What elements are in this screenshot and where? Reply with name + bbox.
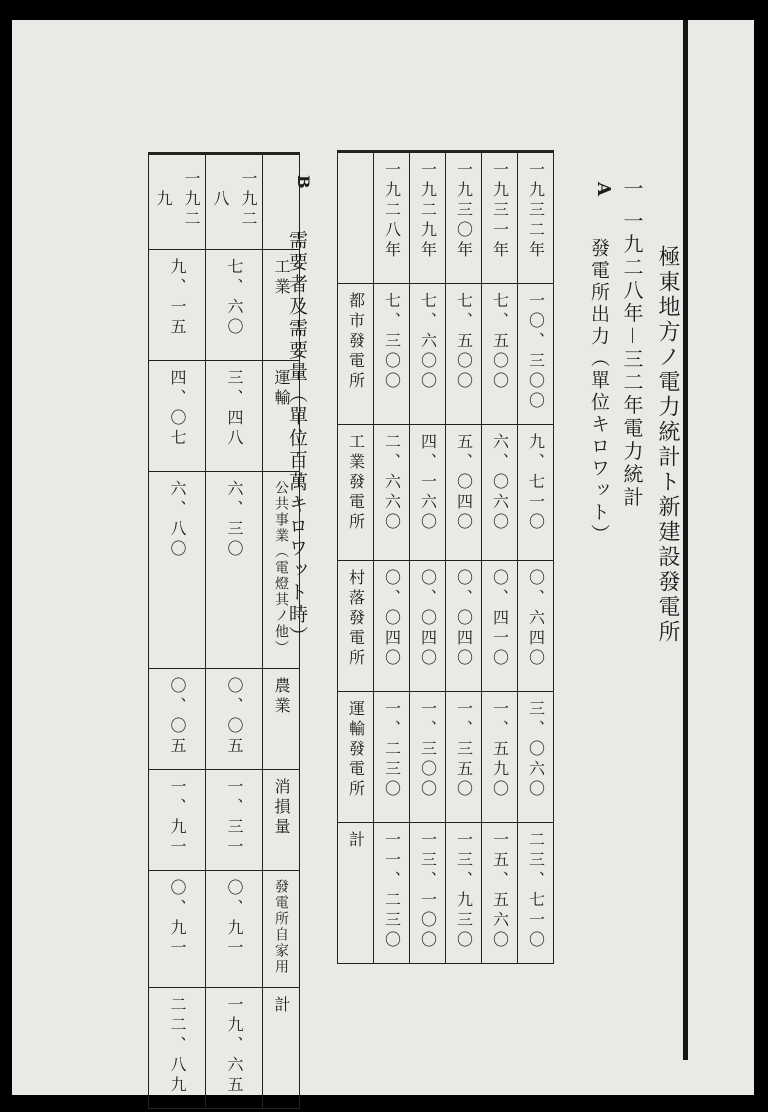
table-cell: 一、三一 <box>206 770 263 871</box>
header-corner <box>338 152 374 284</box>
table-row <box>338 692 554 823</box>
column-header: 農業 <box>263 669 300 770</box>
section-b-mark: B <box>294 175 313 189</box>
table-cell: 一、九一 <box>149 770 206 871</box>
column-header: 發電所自家用 <box>263 871 300 988</box>
column-header: 消損量 <box>263 770 300 871</box>
table-cell: 一〇、三〇〇 <box>518 284 554 425</box>
table-cell: 六、三〇 <box>206 472 263 669</box>
table-cell: 一、二三〇 <box>374 692 410 823</box>
table-cell: 四、〇七 <box>149 361 206 472</box>
year-cell: 一九三二年 <box>518 152 554 284</box>
year-cell: 一九二九 <box>149 154 206 250</box>
consumption-table <box>148 152 300 1109</box>
column-header: 工業發電所 <box>338 425 374 561</box>
column-header: 運輸 <box>263 361 300 472</box>
table-row <box>149 871 300 988</box>
section-heading: 一 一九二八年－三二年電力統計 <box>620 178 644 510</box>
column-header: 都市發電所 <box>338 284 374 425</box>
table-cell: 四、一六〇 <box>410 425 446 561</box>
table-cell: 九、一五 <box>149 250 206 361</box>
power-output-table <box>337 150 554 964</box>
column-header: 村落發電所 <box>338 561 374 692</box>
table-row <box>149 988 300 1109</box>
section-a-title: 發電所出力（單位キロワット） <box>588 238 610 546</box>
column-header: 計 <box>263 988 300 1109</box>
table-cell: 二、六六〇 <box>374 425 410 561</box>
page-fold-shadow <box>683 20 688 1060</box>
table-cell: 一、三五〇 <box>446 692 482 823</box>
table-header-row <box>149 154 300 250</box>
table-cell: 一三、九三〇 <box>446 823 482 964</box>
year-cell: 一九三一年 <box>482 152 518 284</box>
column-header: 公共事業（電燈其ノ他） <box>263 472 300 669</box>
table-row <box>338 561 554 692</box>
table-row <box>149 669 300 770</box>
header-corner <box>263 154 300 250</box>
table-cell: 〇、九一 <box>206 871 263 988</box>
table-row <box>149 770 300 871</box>
table-row <box>338 823 554 964</box>
table-cell: 〇、九一 <box>149 871 206 988</box>
table-cell: 〇、六四〇 <box>518 561 554 692</box>
table-cell: 三、〇六〇 <box>518 692 554 823</box>
table-cell: 一一、二三〇 <box>374 823 410 964</box>
year-cell: 一九二八 <box>206 154 263 250</box>
column-header: 運輸發電所 <box>338 692 374 823</box>
page-title: 極東地方ノ電力統計ト新建設發電所 <box>655 245 680 645</box>
table-row <box>149 472 300 669</box>
table-cell: 〇、〇四〇 <box>446 561 482 692</box>
table-cell: 六、八〇 <box>149 472 206 669</box>
table-cell: 六、〇六〇 <box>482 425 518 561</box>
year-cell: 一九二八年 <box>374 152 410 284</box>
table-cell: 七、六〇〇 <box>410 284 446 425</box>
section-b-title: 需要者及需要量（單位百萬キロワット時） <box>286 230 308 648</box>
table-cell: 〇、〇五 <box>149 669 206 770</box>
bleed-through-text <box>700 95 760 235</box>
table-row <box>149 250 300 361</box>
table-row <box>338 425 554 561</box>
table-cell: 〇、〇四〇 <box>410 561 446 692</box>
table-row <box>338 284 554 425</box>
year-cell: 一九三〇年 <box>446 152 482 284</box>
table-cell: 〇、〇四〇 <box>374 561 410 692</box>
table-cell: 二三、七一〇 <box>518 823 554 964</box>
column-header: 工業 <box>263 250 300 361</box>
table-cell: 七、六〇 <box>206 250 263 361</box>
table-cell: 七、五〇〇 <box>446 284 482 425</box>
table-cell: 一九、六五 <box>206 988 263 1109</box>
table-cell: 一、五九〇 <box>482 692 518 823</box>
table-cell: 九、七一〇 <box>518 425 554 561</box>
table-cell: 一三、一〇〇 <box>410 823 446 964</box>
table-cell: 一五、五六〇 <box>482 823 518 964</box>
table-cell: 七、三〇〇 <box>374 284 410 425</box>
table-cell: 三、四八 <box>206 361 263 472</box>
table-header-row <box>338 152 554 284</box>
column-header: 計 <box>338 823 374 964</box>
year-cell: 一九二九年 <box>410 152 446 284</box>
table-cell: 〇、〇五 <box>206 669 263 770</box>
table-row <box>149 361 300 472</box>
table-cell: 五、〇四〇 <box>446 425 482 561</box>
table-cell: 二二、八九 <box>149 988 206 1109</box>
table-cell: 一、三〇〇 <box>410 692 446 823</box>
table-cell: 〇、四一〇 <box>482 561 518 692</box>
table-cell: 七、五〇〇 <box>482 284 518 425</box>
section-a-mark: A <box>593 182 614 196</box>
